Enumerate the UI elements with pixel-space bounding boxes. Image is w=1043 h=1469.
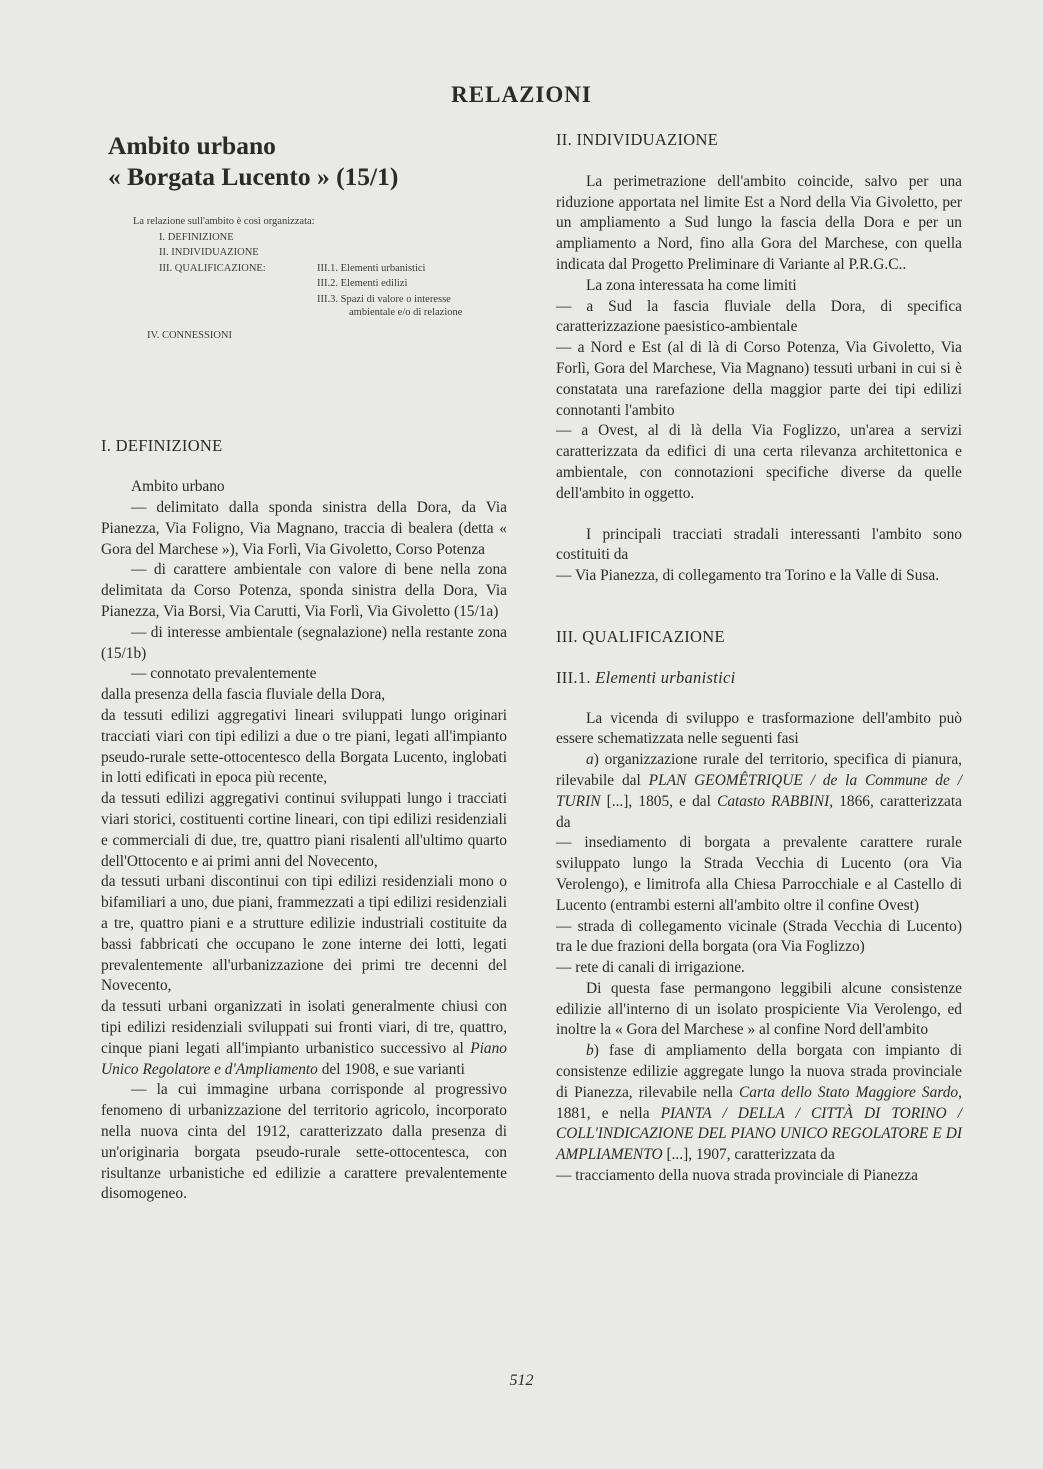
paragraph: La zona interessata ha come limiti: [586, 276, 797, 294]
paragraph: — tracciamento della nuova strada provinciale di Pianezza: [556, 1167, 918, 1185]
left-column: [101, 130, 507, 1205]
paragraph: I principali tracciati stradali interessanti l'ambito sono costituiti da: [556, 525, 962, 564]
table-of-contents: [133, 214, 507, 344]
paragraph: b) fase di ampliamento della borgata con impianto di consistenze edilizie aggregate lungo la nuova strada provinciale di Pianezza, rilevabile nella Carta dello Stato Maggiore Sardo, 1881, e nella PIANTA / DELLA / CITTÀ DI TORINO / COLL'INDICAZIONE DEL PIANO UNICO REGOLATORE E DI AMPLIAMENTO [...], 1907, caratterizzata da: [556, 1042, 962, 1164]
toc-row-iii: [159, 261, 507, 277]
paragraph: — a Nord e Est (al di là di Corso Potenza, Via Givoletto, Via Forlì, Gora del Marchese, Via Magnano) tessuti urbani in cui si è constatata una rarefazione della maggior parte dei tipi edilizi connotanti l'ambito: [556, 339, 962, 419]
paragraph: La perimetrazione dell'ambito coincide, salvo per una riduzione apportata nel limite Est a Nord della Via Givoletto, per un ampliamento a Sud lungo la fascia della Dora e per un ampliamento a Nord, fino alla Gora del Marchese, con quella indicata dal Progetto Preliminare di Variante al P.R.G.C..: [556, 172, 962, 273]
paragraph: a) organizzazione rurale del territorio, specifica di pianura, rilevabile dal PLAN GEOMÊTRIQUE / de la Commune de / TURIN [...], 1805, e dal Catasto RABBINI, 1866, caratterizzata da: [556, 751, 962, 831]
section-qualificazione: III. QUALIFICAZIONE: [556, 626, 725, 646]
paragraph: — rete di canali di irrigazione.: [556, 959, 745, 977]
paragraph: Ambito urbano: [131, 478, 225, 496]
paragraph: La vicenda di sviluppo e trasformazione dell'ambito può essere schematizzata nelle seguenti fasi: [556, 709, 962, 748]
toc-item-i: I. DEFINIZIONE: [159, 231, 234, 243]
section-definizione: I. DEFINIZIONE: [101, 435, 223, 455]
paragraph: — di interesse ambientale (segnalazione) nella restante zona (15/1b): [101, 623, 507, 662]
paragraph: — Via Pianezza, di collegamento tra Torino e la Valle di Susa.: [556, 567, 940, 585]
paragraph: dalla presenza della fascia fluviale della Dora,: [101, 686, 386, 704]
paragraph: Di questa fase permangono leggibili alcune consistenze edilizie all'interno di un isolato prospiciente Via Verolengo, ed inoltre la « Gora del Marchese » al confine Nord dell'ambito: [556, 979, 962, 1039]
paragraph: da tessuti edilizi aggregativi lineari sviluppati lungo originari tracciati viari con tipi edilizi a due o tre piani, legati all'impianto pseudo-rurale sette-ottocentesco della Borgata Lucento, inglobati in lotti edificati in epoca più recente,: [101, 707, 507, 787]
toc-item-iii3b: ambientale e/o di relazione: [349, 307, 463, 318]
toc-row-iii3b: [159, 307, 507, 319]
toc-item-iv: IV. CONNESSIONI: [147, 330, 232, 341]
paragraph: — di carattere ambientale con valore di bene nella zona delimitata da Corso Potenza, sponda sinistra della Dora, Via Pianezza, Via Borsi, Via Carutti, Via Forlì, Via Givoletto (15/1a): [101, 561, 507, 621]
subsection-elementi-urbanistici: III.1. Elementi urbanistici: [556, 667, 736, 687]
paragraph: — la cui immagine urbana corrisponde al progressivo fenomeno di urbanizzazione del territorio agricolo, incorporato nella nuova cinta del 1912, caratterizzato dalla presenza di un'originaria borgata pseudo-rurale sette-ottocentesca, con risultanze urbanistiche ed edilizie a carattere prevalentemente disomogeneo.: [101, 1081, 507, 1203]
title-line1: Ambito urbano: [108, 131, 276, 160]
paragraph: da tessuti urbani organizzati in isolati generalmente chiusi con tipi edilizi residenziali sviluppati sui fronti viari, di tre, quattro, cinque piani legati all'impianto urbanistico successivo al Piano Unico Regolatore e d'Ampliamento del 1908, e sue varianti: [101, 998, 507, 1078]
toc-row-iii3: [159, 292, 507, 308]
right-column: [556, 130, 962, 1187]
paragraph: da tessuti edilizi aggregativi continui sviluppati lungo i tracciati viari storici, costituenti cortine lineari, con tipi edilizi residenziali e commerciali di due, tre, quattro piani risalenti all'ultimo quarto dell'Ottocento e ai primi anni del Novecento,: [101, 790, 507, 870]
paragraph: — delimitato dalla sponda sinistra della Dora, da Via Pianezza, Via Foligno, Via Magnano, traccia di bealera (detta « Gora del Marchese »), Via Forlì, Via Givoletto, Corso Potenza: [101, 499, 507, 558]
toc-row-iii2: [159, 276, 507, 292]
section-individuazione: II. INDIVIDUAZIONE: [556, 130, 719, 149]
toc-item-iii3a: III.3. Spazi di valore o interesse: [317, 293, 451, 305]
toc-item-ii: II. INDIVIDUAZIONE: [159, 247, 259, 258]
page-number: 512: [509, 1372, 534, 1389]
toc-item-iii2: III.2. Elementi edilizi: [317, 278, 408, 289]
page-header: RELAZIONI: [451, 82, 592, 107]
toc-intro: La relazione sull'ambito è così organizzata:: [133, 216, 315, 227]
paragraph: — connotato prevalentemente: [131, 665, 317, 683]
toc-item-iii1: III.1. Elementi urbanistici: [317, 262, 426, 274]
toc-item-iii: III. QUALIFICAZIONE:: [159, 262, 266, 274]
title-line2: « Borgata Lucento » (15/1): [108, 162, 399, 191]
paragraph: — a Sud la fascia fluviale della Dora, di specifica caratterizzazione paesistico-ambientale: [556, 297, 962, 336]
paragraph: — strada di collegamento vicinale (Strada Vecchia di Lucento) tra le due frazioni della borgata (ora Via Foglizzo): [556, 917, 962, 956]
paragraph: — a Ovest, al di là della Via Foglizzo, un'area a servizi caratterizzata da edifici di una certa rilevanza architettonica e ambientale, con connotazioni specifiche diverse da quelle dell'ambito in oggetto.: [556, 422, 962, 502]
paragraph: — insediamento di borgata a prevalente carattere rurale sviluppato lungo la Strada Vecchia di Lucento (ora Via Verolengo), e limitrofa alla Chiesa Parrocchiale e al Castello di Lucento (entrambi esterni all'ambito oltre il confine Ovest): [556, 834, 962, 914]
paragraph: da tessuti urbani discontinui con tipi edilizi residenziali mono o bifamiliari a uno, due piani, frammezzati a tipi edilizi residenziali a tre, quattro piani e a strutture edilizie industriali costituite da bassi fabbricati che occupano le zone interne dei lotti, legati prevalentemente all'urbanizzazione dei primi tre decenni del Novecento,: [101, 873, 507, 995]
